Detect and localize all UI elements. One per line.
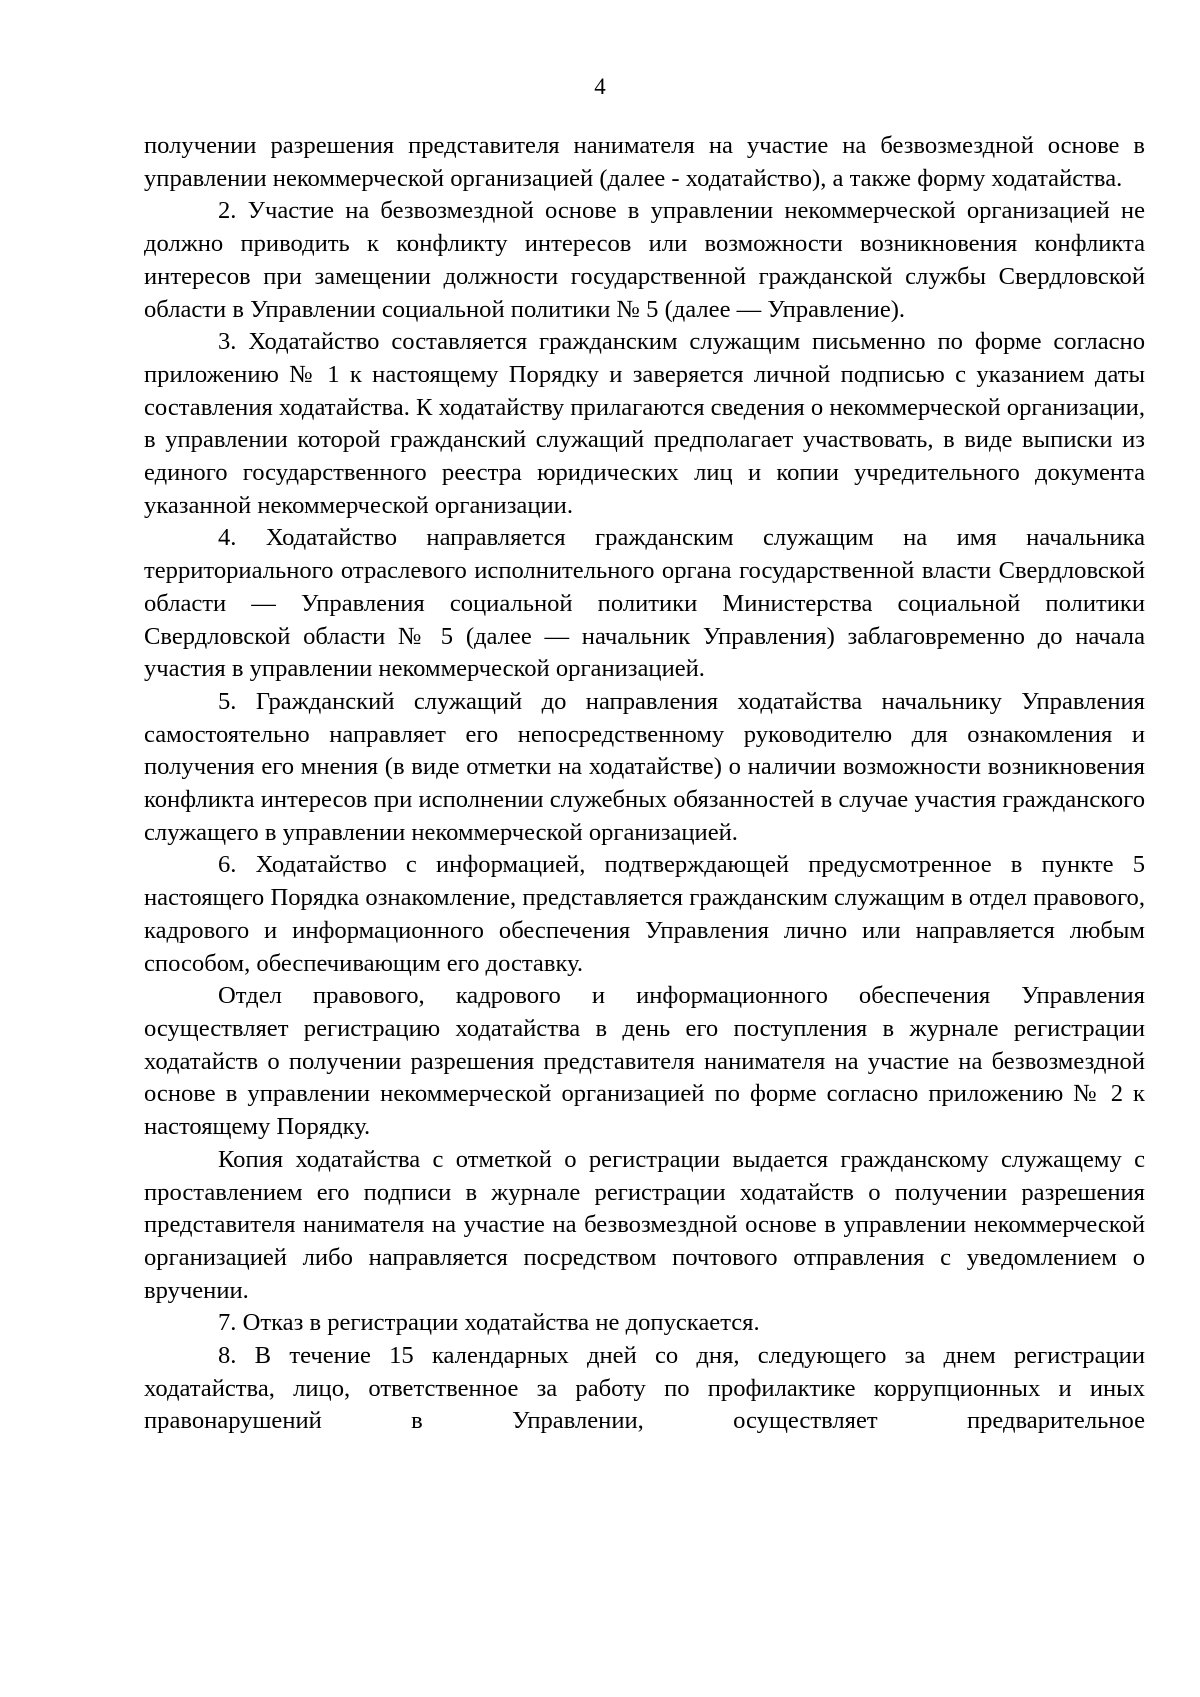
paragraph-registration: Отдел правового, кадрового и информационного обеспечения Управления осуществляет регистрацию ходатайства в день его поступления в журнале регистрации ходатайств о получении разрешения представителя нанимателя на участие на безвозмездной основе в управлении некоммерческой организацией по форме согласно приложению № 2 к настоящему Порядку. [144,982,1145,1141]
paragraph-item-4: 4. Ходатайство направляется гражданским служащим на имя начальника территориального отраслевого исполнительного органа государственной власти Свердловской области — Управления социальной политики Министерства социальной политики Свердловской области № 5 (далее — начальник Управления) заблаговременно до начала участия в управлении некоммерческой организацией. [144,524,1145,683]
paragraph-continuation: получении разрешения представителя нанимателя на участие на безвозмездной основе в управлении некоммерческой организацией (далее - ходатайство), а также форму ходатайства. [144,132,1145,192]
paragraph-item-8: 8. В течение 15 календарных дней со дня, следующего за днем регистрации ходатайства, лицо, ответственное за работу по профилактике коррупционных и иных правонарушений в Управлении, осуществляет предварительное [144,1342,1145,1435]
paragraph-item-6: 6. Ходатайство с информацией, подтверждающей предусмотренное в пункте 5 настоящего Порядка ознакомление, представляется гражданским служащим в отдел правового, кадрового и информационного обеспечения Управления лично или направляется любым способом, обеспечивающим его доставку. [144,851,1145,977]
paragraph-item-2: 2. Участие на безвозмездной основе в управлении некоммерческой организацией не должно приводить к конфликту интересов или возможности возникновения конфликта интересов при замещении должности государственной гражданской службы Свердловской области в Управлении социальной политики № 5 (далее — Управление). [144,197,1145,323]
paragraph-item-5: 5. Гражданский служащий до направления ходатайства начальнику Управления самостоятельно направляет его непосредственному руководителю для ознакомления и получения его мнения (в виде отметки на ходатайстве) о наличии возможности возникновения конфликта интересов при исполнении служебных обязанностей в случае участия гражданского служащего в управлении некоммерческой организацией. [144,687,1145,846]
paragraph-item-3: 3. Ходатайство составляется гражданским служащим письменно по форме согласно приложению № 1 к настоящему Порядку и заверяется личной подписью с указанием даты составления ходатайства. К ходатайству прилагаются сведения о некоммерческой организации, в управлении которой гражданский служащий предполагает участвовать, в виде выписки из единого государственного реестра юридических лиц и копии учредительного документа указанной некоммерческой организации. [144,328,1145,519]
paragraph-item-7: 7. Отказ в регистрации ходатайства не допускается. [218,1309,760,1337]
paragraph-copy-issuance: Копия ходатайства с отметкой о регистрации выдается гражданскому служащему с проставлением его подписи в журнале регистрации ходатайств о получении разрешения представителя нанимателя на участие на безвозмездной основе в управлении некоммерческой организацией либо направляется посредством почтового отправления с уведомлением о вручении. [144,1145,1145,1304]
document-body [144,130,1145,1438]
page-number: 4 [594,74,606,99]
